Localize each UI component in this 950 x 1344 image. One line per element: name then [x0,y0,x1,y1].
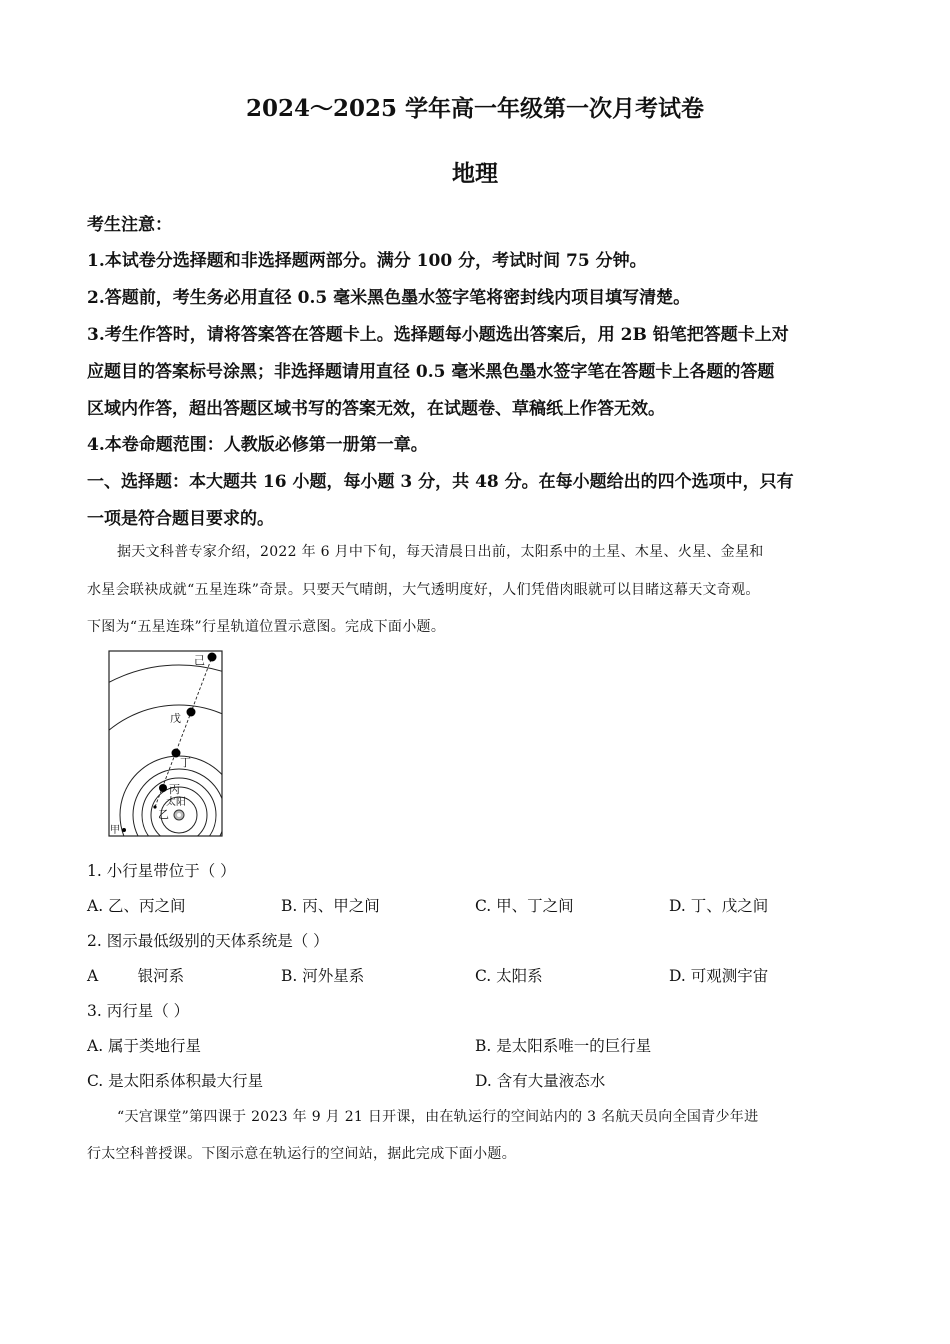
label-sun: 太阳 [166,797,186,808]
passage-line: 下图为“五星连珠”行星轨道位置示意图。完成下面小题。 [87,619,446,635]
passage-line: 行太空科普授课。下图示意在轨运行的空间站，据此完成下面小题。 [87,1146,516,1162]
planet-jia [122,828,126,832]
option-c: C. 甲、丁之间 [475,897,574,915]
question-stem: 3. 丙行星（ ） [87,1002,190,1020]
passage-line: “天宫课堂”第四课于 2023 年 9 月 21 日开课，由在轨运行的空间站内的 3 名航天员向全国青少年进 [117,1109,759,1125]
planet-ji [208,653,217,662]
section-heading: 一、选择题：本大题共 16 小题，每小题 3 分，共 48 分。在每小题给出的四个选项中，只有 [87,472,794,492]
notice-line: 2.答题前，考生务必用直径 0.5 毫米黑色墨水签字笔将密封线内项目填写清楚。 [87,288,691,308]
planet-yi [153,805,156,808]
notice-heading: 考生注意： [87,215,172,235]
section-heading: 一项是符合题目要求的。 [87,509,274,529]
option-a: A. 乙、丙之间 [87,897,186,915]
option-c: C. 是太阳系体积最大行星 [87,1072,264,1090]
notice-line: 区域内作答，超出答题区域书写的答案无效，在试题卷、草稿纸上作答无效。 [87,399,665,419]
label-bing: 丙 [169,783,180,796]
orbit-diagram [108,650,224,838]
option-b: B. 河外星系 [281,967,365,985]
notice-line: 应题目的答案标号涂黑；非选择题请用直径 0.5 毫米黑色墨水签字笔在答题卡上各题的答题 [87,362,775,382]
passage-line: 据天文科普专家介绍，2022 年 6 月中下旬，每天清晨日出前，太阳系中的土星、木星、火星、金星和 [117,544,764,560]
label-ding: 丁 [180,756,191,769]
planet-bing [159,784,167,792]
subject-title: 地理 [452,160,498,187]
label-jia: 甲 [110,825,120,836]
exam-title: 2024～2025 学年高一年级第一次月考试卷 [245,95,705,122]
option-d: D. 丁、戊之间 [669,897,769,915]
option-d: D. 含有大量液态水 [475,1072,606,1090]
question-stem: 2. 图示最低级别的天体系统是（ ） [87,932,329,950]
notice-line: 4.本卷命题范围：人教版必修第一册第一章。 [87,435,428,455]
option-a: A 银河系 [87,967,185,985]
label-ji: 己 [194,654,205,667]
label-yi: 乙 [158,808,169,821]
option-c: C. 太阳系 [475,967,543,985]
question-stem: 1. 小行星带位于（ ） [87,862,236,880]
planet-wu [187,708,196,717]
option-d: D. 可观测宇宙 [669,967,769,985]
label-wu: 戊 [170,712,181,725]
notice-line: 3.考生作答时，请将答案答在答题卡上。选择题每小题选出答案后，用 2B 铅笔把答题卡上对 [87,325,789,345]
passage-line: 水星会联袂成就“五星连珠”奇景。只要天气晴朗，大气透明度好，人们凭借肉眼就可以目睹这幕天文奇观。 [87,582,760,598]
option-b: B. 是太阳系唯一的巨行星 [475,1037,652,1055]
notice-line: 1.本试卷分选择题和非选择题两部分。满分 100 分，考试时间 75 分钟。 [87,251,647,271]
option-b: B. 丙、甲之间 [281,897,380,915]
option-a: A. 属于类地行星 [87,1037,202,1055]
